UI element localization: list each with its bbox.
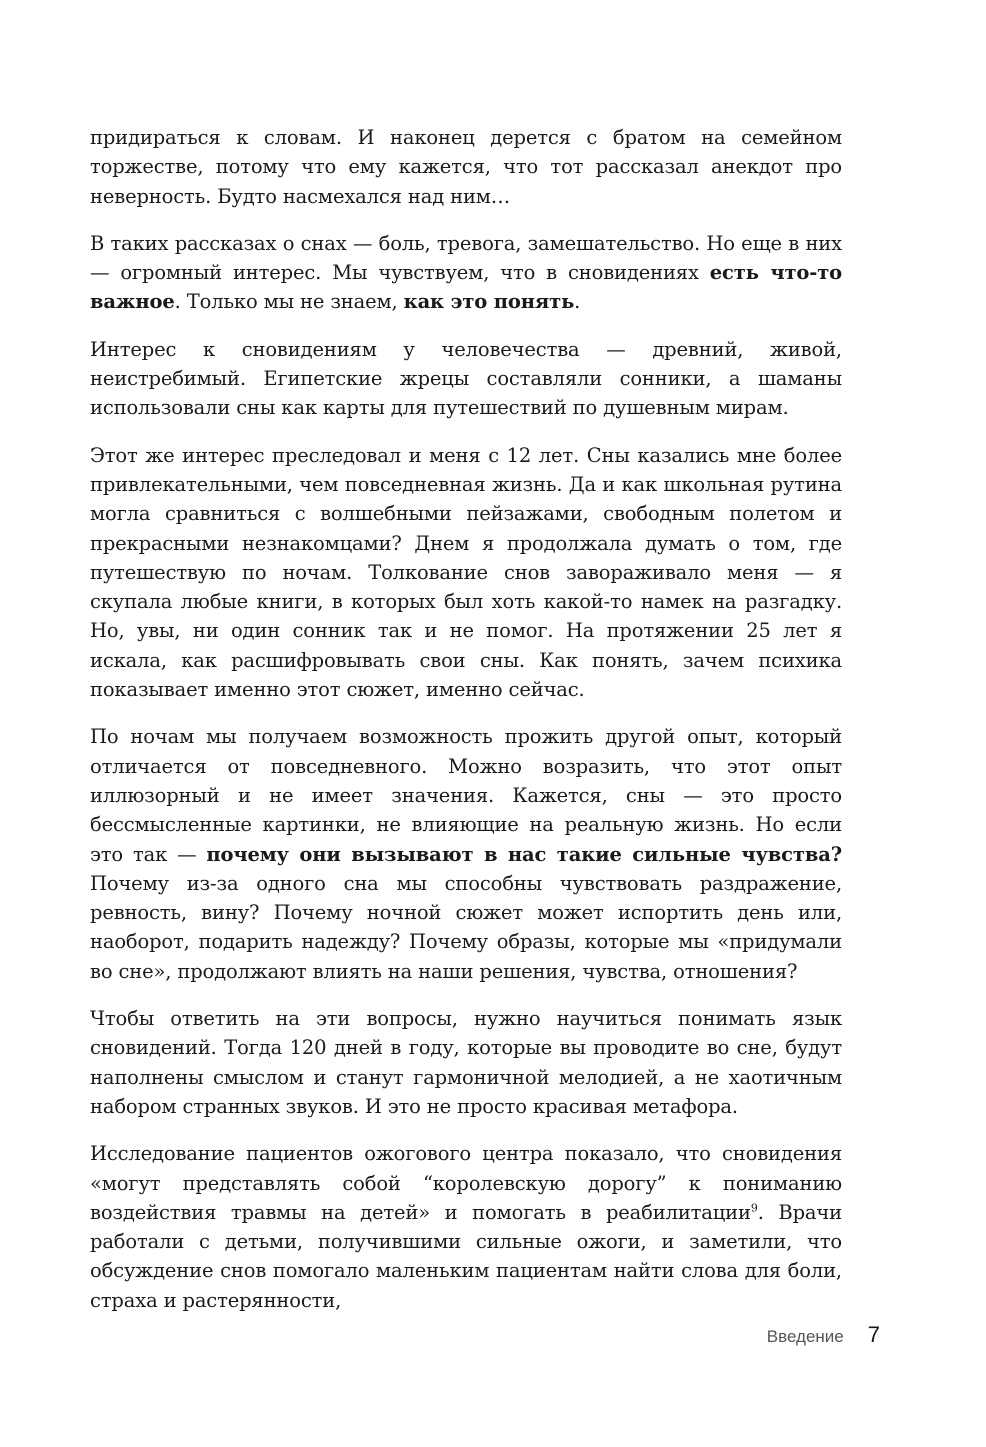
body-paragraph [90,335,842,423]
page-number: 7 [867,1322,880,1347]
paragraph-text: По ночам мы получаем возможность прожить другой опыт, который отличается от повседневного. Можно возразить, что этот опыт иллюзорный и не имеет значения. Кажется, сны — это просто бессмысленные картинки, не влияющие на реальную жизнь. Но если это так — [90,725,842,866]
paragraph-text: придираться к словам. И наконец дерется с братом на семейном торжестве, потому что ему кажется, что тот рассказал анекдот про неверность. Будто насмехался над ним… [90,126,842,208]
bold-text: как это понять [403,290,575,314]
running-section-title: Введение [766,1327,844,1346]
body-paragraph [90,1004,842,1121]
paragraph-text: Чтобы ответить на эти вопросы, нужно научиться понимать язык сновидений. Тогда 120 дней в году, которые вы проводите во сне, будут наполнены смыслом и станут гармоничной мелодией, а не хаотичным набором странных звуков. И это не просто красивая метафора. [90,1007,842,1118]
paragraph-text: . [574,290,581,314]
paragraph-text: . Только мы не знаем, [174,290,404,314]
bold-text: есть что-то важное [90,261,843,314]
paragraph-text: Исследование пациентов ожогового центра показало, что сновидения «могут представлять собой “королевскую дорогу” к пониманию воздействия травмы на детей» и помогать в реабилитации [90,1142,842,1224]
bold-text: почему они вызывают в нас такие сильные чувства? [206,842,842,866]
body-paragraph [90,123,842,211]
paragraph-text: . Врачи работали с детьми, получившими сильные ожоги, и заметили, что обсуждение снов помогало маленьким пациентам найти слова для боли, страха и растерянности, [90,1200,842,1312]
body-paragraph [90,441,842,705]
body-paragraph [90,722,842,986]
paragraph-text: В таких рассказах о снах — боль, тревога, замешательство. Но еще в них — огромный интерес. Мы чувствуем, что в сновидениях [90,231,842,285]
paragraph-text: Этот же интерес преследовал и меня с 12 лет. Сны казались мне более привлекательными, чем повседневная жизнь. Да и как школьная рутина могла сравниться с волшебными пейзажами, свободным полетом и прекрасными незнакомцами? Днем я продолжала думать о том, где путешествую по ночам. Толкование снов завораживало меня — я скупала любые книги, в которых был хоть какой-то намек на разгадку. Но, увы, ни один сонник так и не помог. На протяжении 25 лет я искала, как расшифровывать свои сны. Как понять, зачем психика показывает именно этот сюжет, именно сейчас. [90,443,842,702]
body-paragraph [90,1139,842,1315]
footnote-ref: 9 [750,1201,758,1215]
body-paragraph [90,229,842,317]
paragraph-text: Почему из-за одного сна мы способны чувствовать раздражение, ревность, вину? Почему ночной сюжет может испортить день или, наоборот, подарить надежду? Почему образы, которые мы «придумали во сне», продолжают влиять на наши решения, чувства, отношения? [90,871,842,983]
page-footer [767,1322,880,1348]
paragraph-text: Интерес к сновидениям у человечества — древний, живой, неистребимый. Египетские жрецы составляли сонники, а шаманы использовали сны как карты для путешествий по душевным мирам. [90,337,842,420]
page-body [90,123,842,1333]
